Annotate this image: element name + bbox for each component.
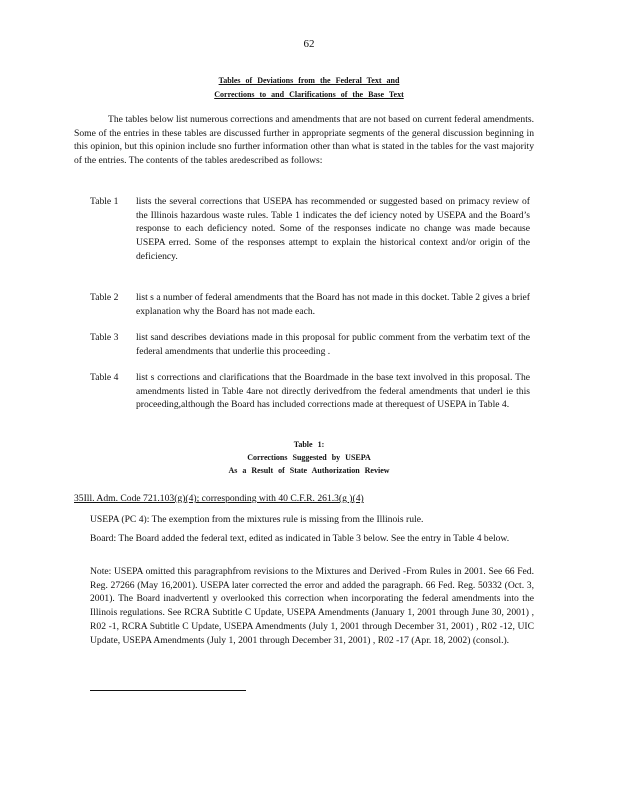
table-description-text: list sand describes deviations made in this proposal for public comment from the verbatim text of the federal amendments that underlie this proceeding . [136, 332, 530, 357]
intro-paragraph: The tables below list numerous corrections and amendments that are not based on current federal amendments. Some of the entries in these tables are discussed further in appropriate segments of the general discussion beginning in this opinion, but this opinion include sno further information other than what is stated in the tables for the vast majority of the entries. The contents of the tables aredescribed as follows: [74, 114, 534, 167]
table-description-text: lists the several corrections that USEPA has recommended or suggested based on primacy review of the Illinois hazardous waste rules. Table 1 indicates the def iciency noted by USEPA and the Board’s response to each deficiency noted. Some of the responses indicate no change was made because USEPA erred. Some of the responses attempt to explain the historical context and/or origin of the deficiency. [136, 196, 530, 262]
board-response: Board: The Board added the federal text, edited as indicated in Table 3 below. See the entry in Table 4 below. [90, 533, 510, 544]
section-heading-line2: Corrections to and Clarifications of the Base Text [214, 90, 404, 99]
table1-title-line2: Corrections Suggested by USEPA [247, 453, 371, 462]
table1-title-line3: As a Result of State Authorization Review [228, 466, 390, 475]
table-description-text: list s corrections and clarifications that the Boardmade in the base text involved in this proposal. The amendments listed in Table 4are not directly derivedfrom the federal amendments that underl ie this proceeding,although the Board has included corrections made at therequest of USEPA in Table 4. [136, 372, 530, 411]
table-label: Table 3 [90, 332, 119, 343]
section-heading-line1: Tables of Deviations from the Federal Text and [218, 76, 400, 85]
page-number: 62 [303, 38, 315, 50]
table-label: Table 4 [90, 372, 119, 383]
table1-title-line1: Table 1: [293, 440, 325, 449]
note-underline [90, 690, 246, 691]
table-description-text: list s a number of federal amendments that the Board has not made in this docket. Table 2 gives a brief explanation why the Board has not made each. [136, 292, 530, 317]
table-label: Table 1 [90, 196, 119, 207]
usepa-comment: USEPA (PC 4): The exemption from the mixtures rule is missing from the Illinois rule. [90, 514, 424, 525]
table-label: Table 2 [90, 292, 119, 303]
historical-note: Note: USEPA omitted this paragraphfrom revisions to the Mixtures and Derived -From Rules in 2001. See 66 Fed. Reg. 27266 (May 16,2001). USEPA later corrected the error and added the paragraph. 66 Fed. Reg. 50332 (Oct. 3, 2001). The Board inadvertentl y overlooked this correction when incorporating the federal amendments into the Illinois regulations. See RCRA Subtitle C Update, USEPA Amendments (January 1, 2001 through June 30, 2001) , R02 -1, RCRA Subtitle C Update, USEPA Amendments (July 1, 2001 through December 31, 2001) , R02 -12, UIC Update, USEPA Amendments (July 1, 2001 through December 31, 2001) , R02 -17 (Apr. 18, 2002) (consol.). [90, 566, 534, 646]
regulation-citation: 35Ill. Adm. Code 721.103(g)(4); corresponding with 40 C.F.R. 261.3(g )(4) [74, 493, 364, 504]
